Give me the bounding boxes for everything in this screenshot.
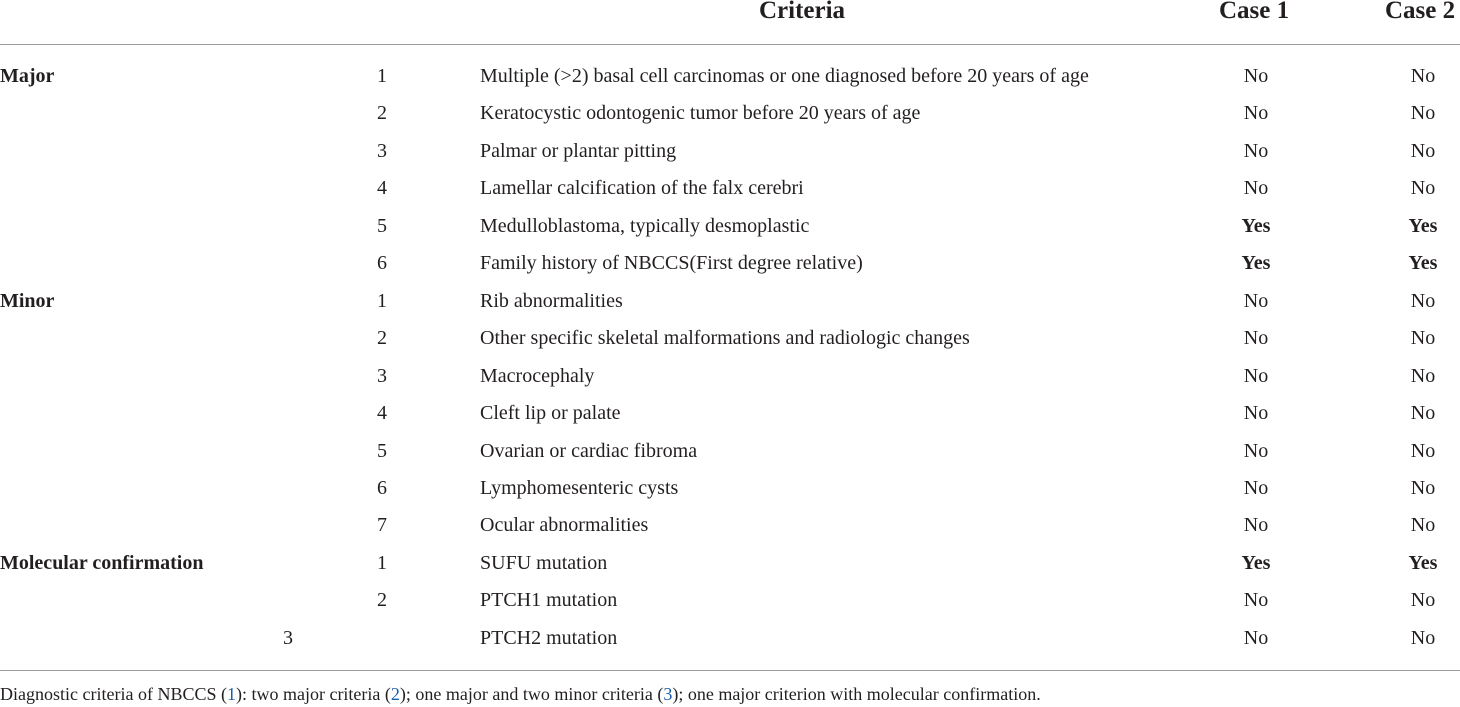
- row-case-1: No: [1243, 514, 1269, 537]
- row-number: 1: [377, 551, 387, 574]
- row-criteria: Rib abnormalities: [480, 289, 623, 312]
- row-number: 5: [377, 214, 387, 237]
- header-criteria: Criteria: [759, 0, 846, 24]
- row-case-1: Yes: [1241, 252, 1271, 275]
- table-row: [0, 62, 1460, 99]
- row-number: 1: [377, 65, 387, 87]
- row-case-1: No: [1243, 289, 1269, 312]
- row-case-1: Yes: [1241, 214, 1271, 237]
- table-row: [0, 474, 1460, 511]
- row-number: 3: [283, 626, 293, 649]
- row-case-2: No: [1410, 327, 1436, 350]
- row-number: 2: [377, 102, 387, 125]
- row-criteria: Family history of NBCCS(First degree relative): [480, 252, 863, 275]
- table-row: [0, 399, 1460, 436]
- row-case-1: Yes: [1241, 551, 1271, 574]
- row-criteria: Palmar or plantar pitting: [480, 139, 677, 162]
- row-case-2: No: [1410, 289, 1436, 312]
- row-case-1: No: [1243, 65, 1269, 87]
- row-criteria: PTCH1 mutation: [480, 589, 618, 612]
- table-row: [0, 249, 1460, 286]
- row-case-1: No: [1243, 626, 1269, 649]
- header-case-2: Case 2: [1385, 0, 1456, 24]
- row-number: 4: [377, 177, 387, 200]
- row-case-2: No: [1410, 476, 1436, 499]
- table-row: [0, 99, 1460, 136]
- row-case-2: No: [1410, 364, 1436, 387]
- row-number: 2: [377, 589, 387, 612]
- row-case-1: No: [1243, 177, 1269, 200]
- row-number: 3: [377, 139, 387, 162]
- footnote-ref-2[interactable]: 2: [390, 684, 400, 704]
- row-category: Molecular confirmation: [0, 551, 204, 574]
- row-category: Major: [0, 65, 55, 87]
- table-row: [0, 437, 1460, 474]
- table-row: [0, 586, 1460, 623]
- row-number: 6: [377, 252, 387, 275]
- row-number: 2: [377, 327, 387, 350]
- table-row: [0, 324, 1460, 361]
- table-row: [0, 174, 1460, 211]
- table-row: [0, 624, 1460, 661]
- row-case-1: No: [1243, 102, 1269, 125]
- row-category: Minor: [0, 289, 55, 312]
- row-number: 5: [377, 439, 387, 462]
- row-criteria: Other specific skeletal malformations and radiologic changes: [480, 327, 970, 350]
- table-footnote: [0, 681, 1041, 707]
- row-criteria: Macrocephaly: [480, 364, 595, 387]
- footnote-text-3: ); one major criterion with molecular confirmation.: [672, 684, 1041, 704]
- row-case-2: No: [1410, 439, 1436, 462]
- row-number: 1: [377, 289, 387, 312]
- row-criteria: Lamellar calcification of the falx cerebri: [480, 177, 804, 200]
- row-case-2: Yes: [1408, 214, 1438, 237]
- row-case-1: No: [1243, 139, 1269, 162]
- bottom-rule: [0, 670, 1460, 671]
- footnote-text-1: ): two major criteria (: [235, 684, 391, 704]
- row-case-2: No: [1410, 139, 1436, 162]
- footnote-text-0: Diagnostic criteria of NBCCS (: [0, 684, 227, 704]
- row-case-2: Yes: [1408, 252, 1438, 275]
- row-criteria: Ovarian or cardiac fibroma: [480, 439, 698, 462]
- row-number: 4: [377, 402, 387, 425]
- header-case-1: Case 1: [1219, 0, 1290, 24]
- table-row: [0, 287, 1460, 324]
- table-row: [0, 549, 1460, 586]
- footnote-ref-1[interactable]: 1: [226, 684, 236, 704]
- row-case-1: No: [1243, 589, 1269, 612]
- header-rule: [0, 44, 1460, 45]
- row-criteria: PTCH2 mutation: [480, 626, 618, 649]
- row-case-2: No: [1410, 102, 1436, 125]
- row-number: 3: [377, 364, 387, 387]
- table-row: [0, 362, 1460, 399]
- row-case-1: No: [1243, 439, 1269, 462]
- table-row: [0, 137, 1460, 174]
- table-row: [0, 511, 1460, 548]
- row-case-2: Yes: [1408, 551, 1438, 574]
- row-criteria: Lymphomesenteric cysts: [480, 476, 679, 499]
- table-header: [0, 0, 1460, 30]
- table-row: [0, 212, 1460, 249]
- row-number: 7: [377, 514, 387, 537]
- row-case-2: No: [1410, 626, 1436, 649]
- row-criteria: Multiple (>2) basal cell carcinomas or one diagnosed before 20 years of age: [480, 65, 1089, 87]
- row-criteria: Keratocystic odontogenic tumor before 20 years of age: [480, 102, 921, 125]
- row-case-1: No: [1243, 402, 1269, 425]
- row-criteria: Ocular abnormalities: [480, 514, 649, 537]
- row-case-2: No: [1410, 402, 1436, 425]
- row-case-1: No: [1243, 327, 1269, 350]
- row-case-1: No: [1243, 476, 1269, 499]
- row-number: 6: [377, 476, 387, 499]
- footnote-text-2: ); one major and two minor criteria (: [399, 684, 664, 704]
- footnote-ref-3[interactable]: 3: [663, 684, 673, 704]
- row-case-2: No: [1410, 65, 1436, 87]
- row-case-2: No: [1410, 514, 1436, 537]
- row-criteria: Cleft lip or palate: [480, 402, 621, 425]
- row-criteria: Medulloblastoma, typically desmoplastic: [480, 214, 810, 237]
- row-case-2: No: [1410, 177, 1436, 200]
- row-case-1: No: [1243, 364, 1269, 387]
- row-case-2: No: [1410, 589, 1436, 612]
- row-criteria: SUFU mutation: [480, 551, 608, 574]
